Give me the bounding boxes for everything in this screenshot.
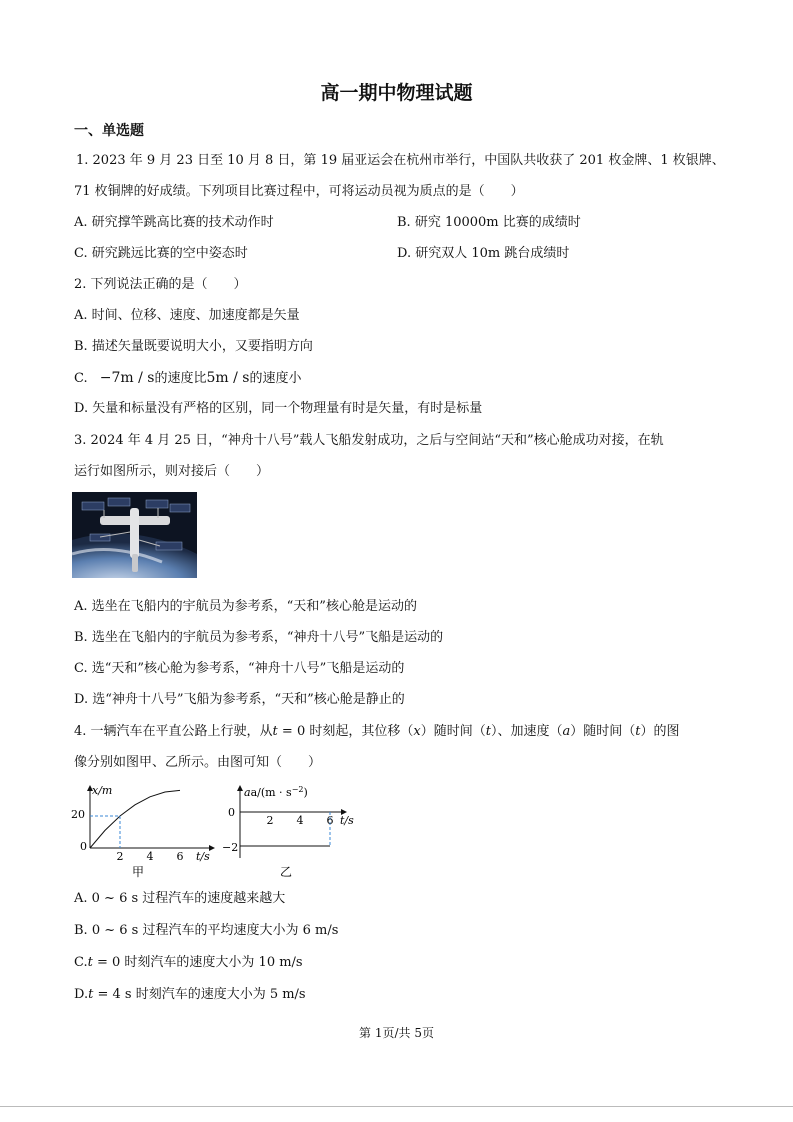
graph2-xtick: 4 — [296, 814, 304, 827]
graph2-xtick: 2 — [266, 814, 274, 827]
q3-stem-line1: 3. 2024 年 4 月 25 日，“神舟十八号”载人飞船发射成功，之后与空间站“天和”核心舱成功对接，在轨 — [74, 433, 664, 448]
q2-option-b: B. 描述矢量既要说明大小，又要指明方向 — [74, 339, 313, 354]
q4-option-d-text: = 4 s 时刻汽车的速度大小为 5 m/s — [93, 987, 306, 1002]
q2-option-c-mid: 的速度比 — [154, 371, 207, 386]
q1-stem-line2: 71 枚铜牌的好成绩。下列项目比赛过程中，可将运动员视为质点的是（ ） — [74, 184, 524, 199]
q4-option-d-prefix: D. — [74, 987, 89, 1002]
q4-stem-part: 4. 一辆汽车在平直公路上行驶，从 — [74, 724, 273, 739]
q4-option-d — [74, 986, 306, 1004]
graph2-zero: 0 — [228, 806, 235, 819]
q2-option-c-prefix: C. — [74, 371, 88, 386]
q4-var-t: t — [88, 987, 94, 1002]
q2-option-c-suffix: 的速度小 — [249, 371, 302, 386]
graph2-ylabel-text: a/(m · s — [250, 786, 292, 799]
q4-var-t: t — [272, 724, 278, 739]
q4-option-c-prefix: C. — [74, 955, 88, 970]
q4-option-c-text: = 0 时刻汽车的速度大小为 10 m/s — [92, 955, 303, 970]
q2-option-a: A. 时间、位移、速度、加速度都是矢量 — [74, 308, 300, 323]
q3-option-d: D. 选“神舟十八号”飞船为参考系，“天和”核心舱是静止的 — [74, 692, 405, 707]
q4-stem-part: ）、加速度（ — [490, 724, 563, 739]
section-heading: 一、单选题 — [74, 123, 144, 139]
graph1-xtick: 6 — [176, 850, 184, 863]
graph2-ylabel-end: ) — [303, 786, 308, 799]
graph2-ylabel: $aa/(m \cdot s^{-2})$ — [244, 785, 308, 799]
graph-a-t — [222, 782, 362, 882]
q3-stem-line2: 运行如图所示，则对接后（ ） — [74, 464, 270, 479]
q1-stem-line1: 1. 2023 年 9 月 23 日至 10 月 8 日，第 19 届亚运会在杭州市举行，中国队共收获了 201 枚金牌、1 枚银牌、 — [76, 153, 725, 168]
q4-stem-part: = 0 时刻起，其位移（ — [277, 724, 414, 739]
graph2-ylabel-sup: −2 — [291, 785, 304, 794]
q4-var-t: t — [485, 724, 491, 739]
bottom-divider — [0, 1106, 793, 1107]
q4-option-a: A. 0 ~ 6 s 过程汽车的速度越来越大 — [74, 891, 286, 906]
graph2-xtick: 6 — [326, 814, 334, 827]
graph1-caption: 甲 — [132, 865, 145, 879]
q4-var-t: t — [635, 724, 641, 739]
graph1-curve — [90, 790, 180, 848]
q2-option-c — [74, 369, 302, 388]
q1-option-c: C. 研究跳远比赛的空中姿态时 — [74, 246, 248, 261]
q2-option-d: D. 矢量和标量没有严格的区别，同一个物理量有时是矢量，有时是标量 — [74, 401, 483, 416]
q4-option-c — [74, 954, 303, 972]
graph1-xtick: 2 — [116, 850, 124, 863]
graph1-xlabel: t/s — [196, 850, 210, 863]
graph2-ytick-neg2: −2 — [222, 841, 239, 854]
q3-option-c: C. 选“天和”核心舱为参考系，“神舟十八号”飞船是运动的 — [74, 661, 405, 676]
page-title: 高一期中物理试题 — [320, 82, 473, 104]
graph1-ytick-20: 20 — [71, 808, 85, 821]
q4-option-b: B. 0 ~ 6 s 过程汽车的平均速度大小为 6 m/s — [74, 923, 339, 938]
q2-stem: 2. 下列说法正确的是（ ） — [74, 277, 247, 292]
q1-option-b: B. 研究 10000m 比赛的成绩时 — [397, 215, 581, 230]
space-station-photo — [72, 492, 197, 578]
q2-option-c-value2: 5m / s — [206, 370, 250, 386]
q4-stem-line2: 像分别如图甲、乙所示。由图可知（ ） — [74, 755, 322, 770]
graph1-ylabel: x/m — [92, 784, 113, 797]
q4-var-x: x — [413, 724, 421, 739]
graph-x-t — [70, 782, 220, 882]
graph2-caption: 乙 — [280, 865, 293, 879]
q1-option-d: D. 研究双人 10m 跳台成绩时 — [397, 246, 570, 261]
q1-option-a: A. 研究撑竿跳高比赛的技术动作时 — [74, 215, 274, 230]
page-footer: 第 1页/共 5页 — [359, 1026, 434, 1040]
graph2-xlabel: t/s — [340, 814, 354, 827]
graph1-xtick: 4 — [146, 850, 154, 863]
graph1-origin: 0 — [80, 840, 87, 853]
q4-stem-part: ）随时间（ — [420, 724, 486, 739]
q4-var-t: t — [87, 955, 93, 970]
q2-option-c-value1: −7m / s — [99, 370, 155, 386]
q4-stem-part: ）的图 — [640, 724, 680, 739]
q3-option-a: A. 选坐在飞船内的宇航员为参考系，“天和”核心舱是运动的 — [74, 599, 417, 614]
q4-stem-line1 — [74, 723, 679, 741]
q4-var-a: a — [562, 724, 571, 739]
q4-stem-part: ）随时间（ — [570, 724, 636, 739]
q3-option-b: B. 选坐在飞船内的宇航员为参考系，“神舟十八号”飞船是运动的 — [74, 630, 444, 645]
